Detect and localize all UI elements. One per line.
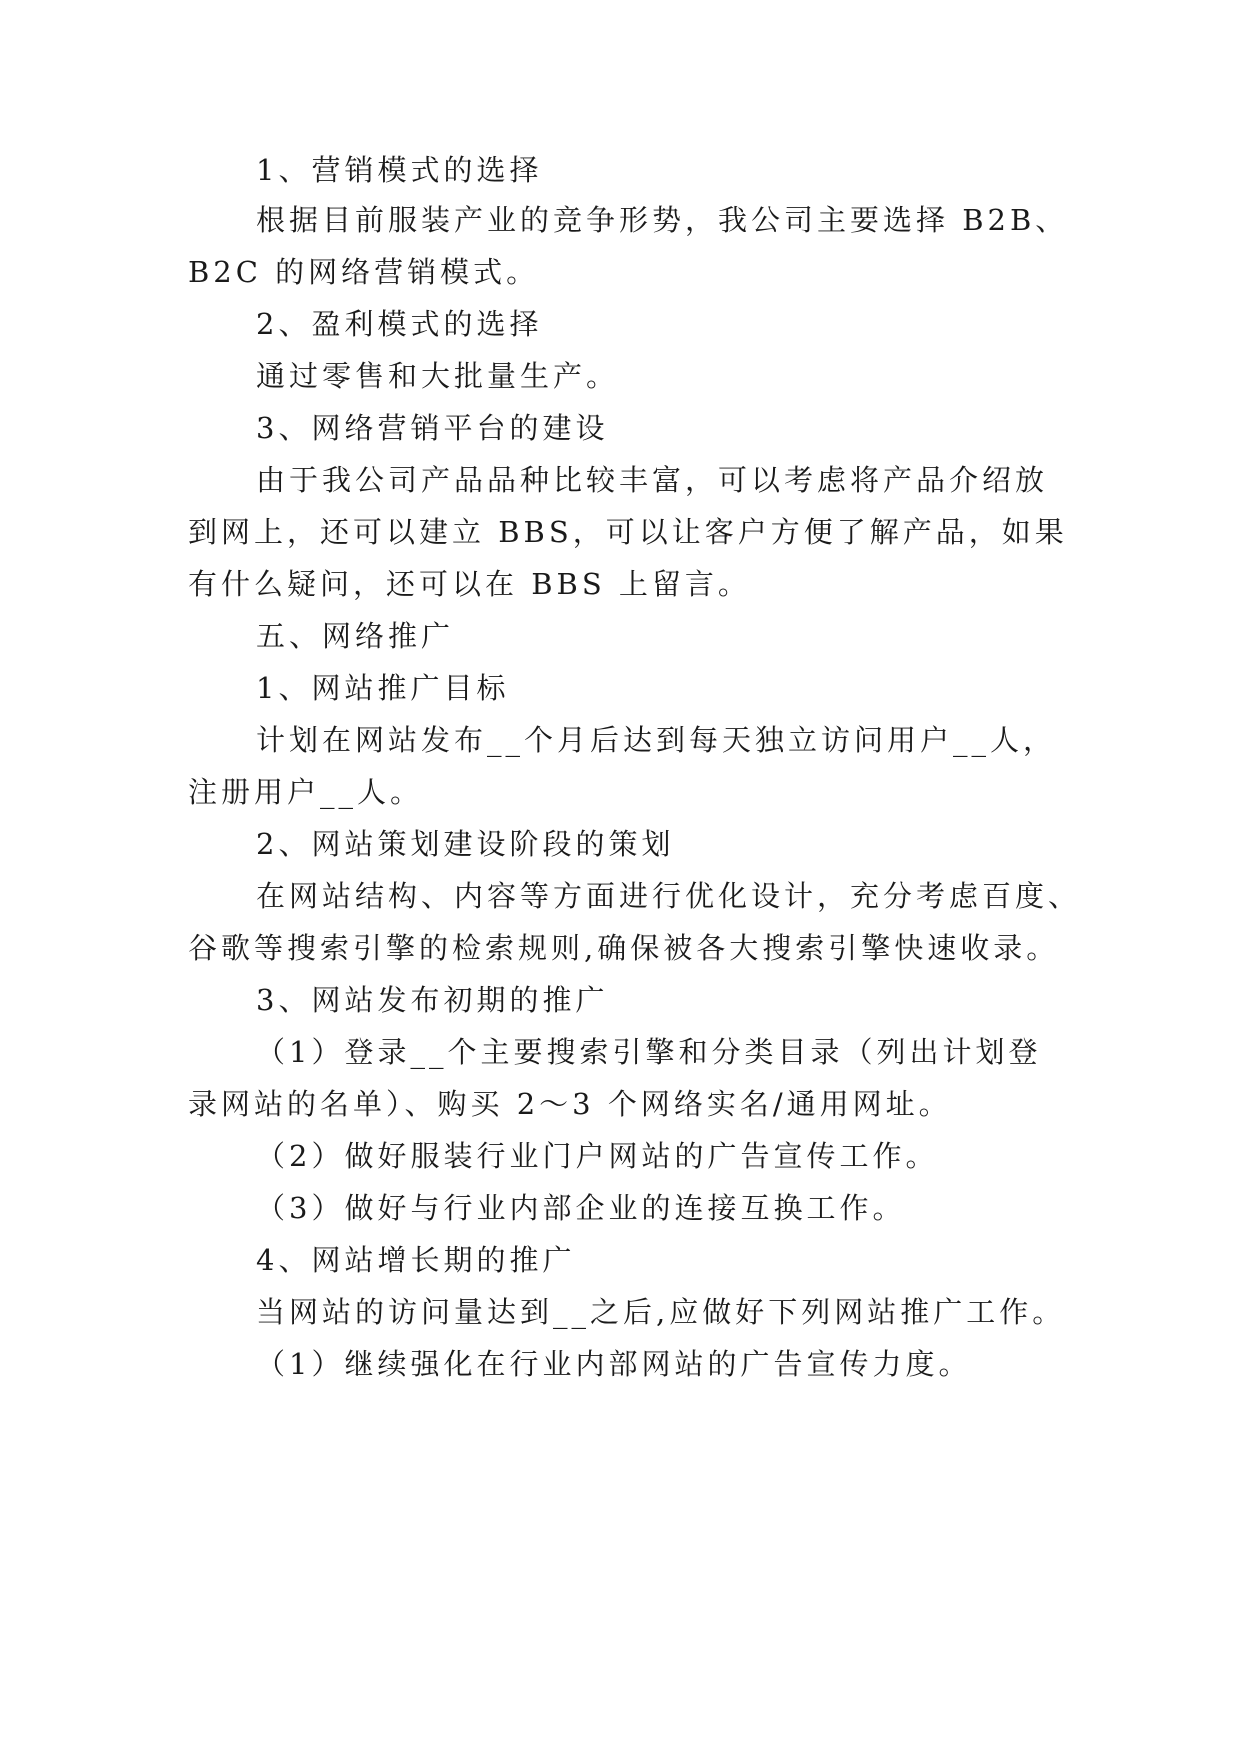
heading-launch-stage: 3、网站发布初期的推广 (256, 983, 609, 1017)
paragraph-line: 录网站的名单）、购买 2～3 个网络实名/通用网址。 (188, 1087, 952, 1121)
heading-platform-building: 3、网络营销平台的建设 (256, 411, 609, 445)
paragraph-line: 谷歌等搜索引擎的检索规则,确保被各大搜索引擎快速收录。 (188, 931, 1060, 965)
heading-growth-stage: 4、网站增长期的推广 (256, 1243, 576, 1277)
heading-planning-stage: 2、网站策划建设阶段的策划 (256, 827, 675, 861)
heading-promotion-goal: 1、网站推广目标 (256, 671, 510, 705)
list-item: （1）继续强化在行业内部网站的广告宣传力度。 (256, 1347, 972, 1381)
list-item: （1）登录__个主要搜索引擎和分类目录（列出计划登 (256, 1035, 1042, 1069)
paragraph-line: 计划在网站发布__个月后达到每天独立访问用户__人， (256, 723, 1057, 757)
paragraph-line: 通过零售和大批量生产。 (256, 359, 620, 393)
paragraph-line: 由于我公司产品品种比较丰富，可以考虑将产品介绍放 (256, 463, 1049, 497)
list-item: （2）做好服装行业门户网站的广告宣传工作。 (256, 1139, 939, 1173)
heading-profit-model: 2、盈利模式的选择 (256, 307, 543, 341)
section-heading-promotion: 五、网络推广 (256, 619, 455, 653)
paragraph-line: B2C 的网络营销模式。 (188, 255, 540, 289)
paragraph-line: 根据目前服装产业的竞争形势，我公司主要选择 B2B、 (256, 203, 1069, 237)
paragraph-line: 到网上，还可以建立 BBS，可以让客户方便了解产品，如果 (188, 515, 1068, 549)
paragraph-line: 在网站结构、内容等方面进行优化设计，充分考虑百度、 (256, 879, 1082, 913)
paragraph-line: 有什么疑问，还可以在 BBS 上留言。 (188, 567, 751, 601)
heading-marketing-model: 1、营销模式的选择 (256, 153, 543, 187)
paragraph-line: 注册用户__人。 (188, 775, 424, 809)
paragraph-line: 当网站的访问量达到__之后,应做好下列网站推广工作。 (256, 1295, 1066, 1329)
list-item: （3）做好与行业内部企业的连接互换工作。 (256, 1191, 906, 1225)
